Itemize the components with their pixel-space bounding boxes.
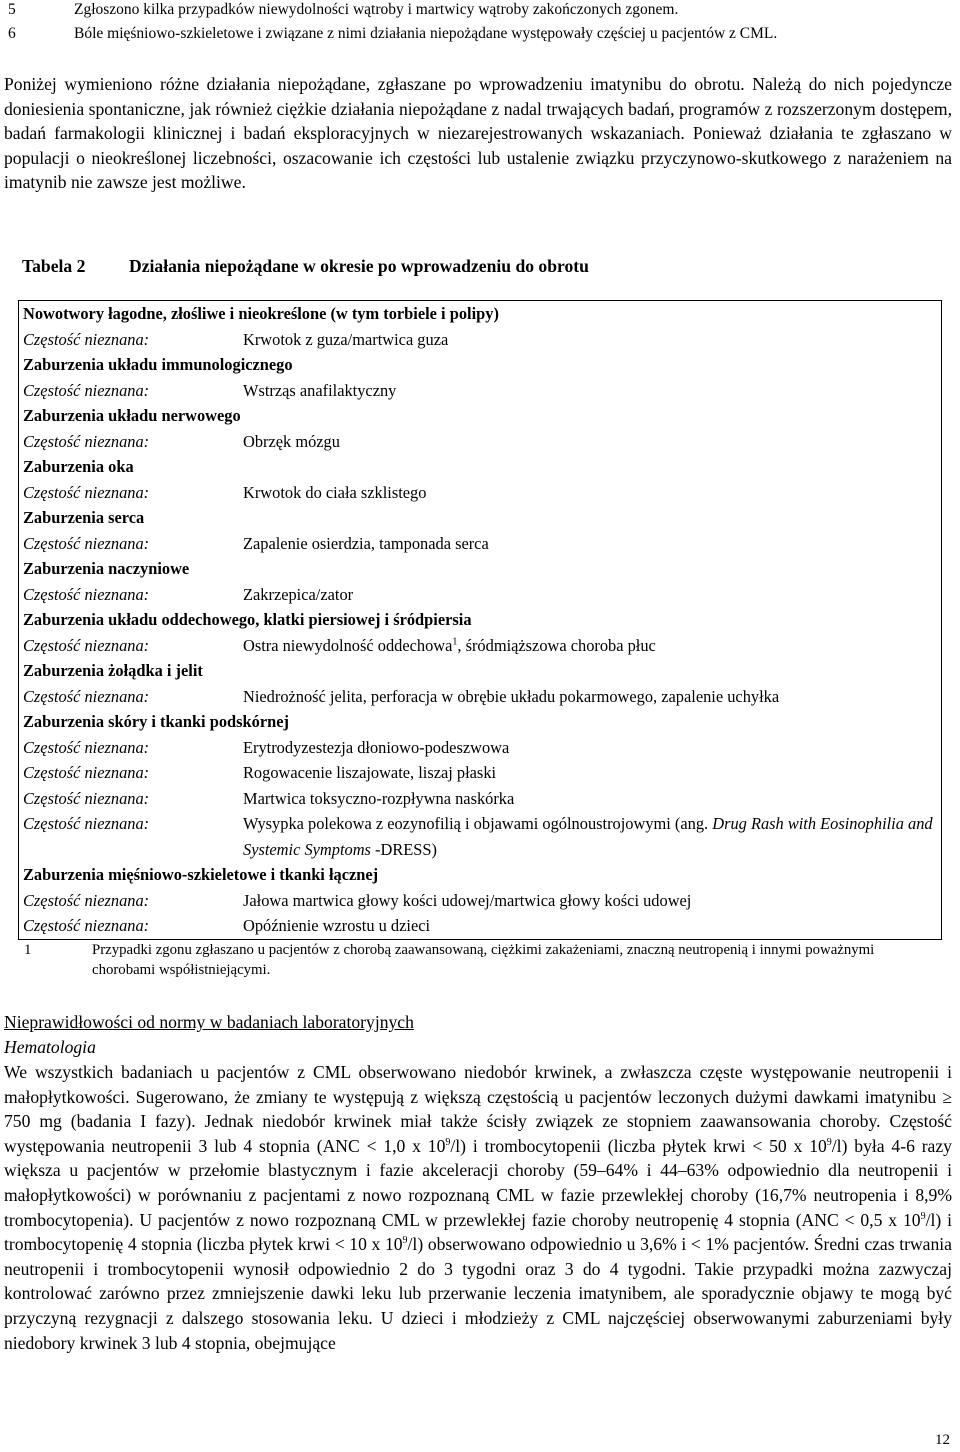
table-row: [19, 531, 941, 557]
table-category-row: Nowotwory łagodne, złośliwe i nieokreślone (w tym torbiele i polipy): [23, 304, 499, 323]
table-category-row: Zaburzenia żołądka i jelit: [23, 661, 203, 680]
frequency-label: Częstość nieznana:: [23, 763, 150, 782]
table-row: [19, 913, 941, 939]
table-row: [19, 786, 941, 812]
adverse-reaction: Ostra niewydolność oddechowa$^1$, śródmiąższowa choroba płuc: [243, 635, 656, 655]
table-category-row: Zaburzenia układu oddechowego, klatki piersiowej i śródpiersia: [23, 610, 472, 629]
frequency-label: Częstość nieznana:: [23, 737, 150, 757]
table-category-row: Zaburzenia mięśniowo-szkieletowe i tkanki łącznej: [23, 865, 379, 884]
adverse-reaction: Wysypka polekowa z eozynofilią i objawami ogólnoustrojowymi (ang. Drug Rash with Eosinophilia and Systemic Symptoms -DRESS): [243, 814, 933, 859]
frequency-label: Częstość nieznana:: [23, 890, 150, 910]
table-row: [19, 480, 941, 506]
adverse-reaction: Zapalenie osierdzia, tamponada serca: [243, 533, 489, 553]
frequency-label: Częstość nieznana:: [23, 814, 150, 833]
table-footnote-text: Przypadki zgonu zgłaszano u pacjentów z chorobą zaawansowaną, ciężkimi zakażeniami, znaczną neutropenią i innymi poważnymi chorobami współistniejącymi.: [92, 942, 875, 978]
table-row: [19, 633, 941, 659]
frequency-label: Częstość nieznana:: [23, 635, 150, 655]
frequency-label: Częstość nieznana:: [23, 788, 150, 808]
table-category-row: Zaburzenia układu immunologicznego: [23, 355, 293, 374]
table-row: [19, 888, 941, 914]
table-row: [19, 811, 941, 862]
table-row: [19, 684, 941, 710]
adverse-reaction: Krwotok do ciała szklistego: [243, 482, 427, 502]
adverse-reaction: Wstrząs anafilaktyczny: [243, 380, 397, 400]
page-number: 12: [935, 1432, 950, 1448]
adverse-reaction: Zakrzepica/zator: [243, 584, 354, 604]
footnote-number: 6: [8, 25, 16, 42]
table-category-row: Zaburzenia skóry i tkanki podskórnej: [23, 712, 289, 731]
frequency-label: Częstość nieznana:: [23, 686, 150, 706]
adverse-reaction: Rogowacenie liszajowate, liszaj płaski: [243, 763, 497, 782]
frequency-label: Częstość nieznana:: [23, 380, 150, 400]
footnote-number: 5: [8, 1, 16, 18]
adverse-reaction: Martwica toksyczno-rozpływna naskórka: [243, 788, 515, 808]
adverse-reaction: Opóźnienie wzrostu u dzieci: [243, 916, 431, 935]
adverse-reaction: Jałowa martwica głowy kości udowej/martwica głowy kości udowej: [243, 890, 692, 910]
table-label: Tabela 2: [22, 256, 86, 276]
frequency-label: Częstość nieznana:: [23, 482, 150, 502]
table-title: Działania niepożądane w okresie po wprowadzeniu do obrotu: [129, 256, 589, 276]
adverse-reaction: Krwotok z guza/martwica guza: [243, 329, 449, 349]
table-footnote: [22, 940, 912, 980]
table-row: [19, 582, 941, 608]
adverse-reaction: Niedrożność jelita, perforacja w obrębie układu pokarmowego, zapalenie uchyłka: [243, 686, 780, 706]
table-category-row: Zaburzenia serca: [23, 508, 145, 527]
table-row: [19, 735, 941, 761]
subsection-heading: Hematologia: [4, 1037, 96, 1057]
intro-paragraph: Poniżej wymieniono różne działania niepożądane, zgłaszane po wprowadzeniu imatynibu do obrotu. Należą do nich pojedyncze doniesienia spontaniczne, jak również ciężkie działania niepożądane z nadal trwających badań, programów z rozszerzonym dostępem, badań farmakologii klinicznej i badań eksploracyjnych w niezarejestrowanych wskazaniach. Ponieważ działania te zgłaszano w populacji o nieokreślonej liczebności, oszacowanie ich częstości lub ustalenie związku przyczynowo-skutkowego z narażeniem na imatynib nie zawsze jest możliwe.: [4, 74, 952, 193]
frequency-label: Częstość nieznana:: [23, 533, 150, 553]
footnote-text: Bóle mięśniowo-szkieletowe i związane z nimi działania niepożądane występowały częściej u pacjentów z CML.: [74, 25, 778, 42]
adverse-reaction: Obrzęk mózgu: [243, 431, 340, 451]
table-row: [19, 760, 941, 786]
table-row: [19, 429, 941, 455]
table-row: [19, 327, 941, 353]
adverse-reactions-table: [18, 300, 942, 940]
frequency-label: Częstość nieznana:: [23, 431, 150, 451]
footnote-text: Zgłoszono kilka przypadków niewydolności wątroby i martwicy wątroby zakończonych zgonem.: [74, 1, 679, 18]
table-caption: [22, 256, 589, 277]
frequency-label: Częstość nieznana:: [23, 329, 150, 349]
table-row: [19, 378, 941, 404]
table-footnote-number: 1: [24, 942, 32, 958]
frequency-label: Częstość nieznana:: [23, 916, 150, 935]
hematology-paragraph: We wszystkich badaniach u pacjentów z CML obserwowano niedobór krwinek, a zwłaszcza częste występowanie neutropenii i małopłytkowości. Sugerowano, że zmiany te występują z większą częstością u pacjentów leczonych dużymi dawkami imatynibu ≥ 750 mg (badania I fazy). Jednak niedobór krwinek miał także ścisły związek ze stopniem zaawansowania choroby. Częstość występowania neutropenii 3 lub 4 stopnia (ANC < 1,0 x $10^9/l$) i trombocytopenii (liczba płytek krwi < 50 x $10^9/l$) była 4-6 razy większa u pacjentów w przełomie blastycznym i fazie akceleracji choroby (59–64% i 44–63% odpowiednio dla neutropenii i małopłytkowości) w porównaniu z pacjentami z nowo rozpoznaną CML w fazie przewlekłej choroby (16,7% neutropenia i 8,9% trombocytopenia). U pacjentów z nowo rozpoznaną CML w przewlekłej fazie choroby neutropenię 4 stopnia (ANC < 0,5 x $10^9/l$) i trombocytopenię 4 stopnia (liczba płytek krwi < 10 x $10^9/l$) obserwowano odpowiednio u 3,6% i < 1% pacjentów. Średni czas trwania neutropenii i trombocytopenii wynosił odpowiednio 2 do 3 tygodni oraz 3 do 4 tygodni. Takie przypadki można zazwyczaj kontrolować zarówno przez zmniejszenie dawki leku lub przerwanie leczenia imatynibem, ale sporadycznie objawy te mogą być przyczyną rezygnacji z dalszego stosowania leku. U dzieci i młodzieży z CML najczęściej obserwowanymi zaburzeniami były niedobory krwinek 3 lub 4 stopnia, obejmujące: [4, 1062, 953, 1353]
frequency-label: Częstość nieznana:: [23, 584, 150, 604]
table-category-row: Zaburzenia oka: [23, 457, 134, 476]
adverse-reaction: Erytrodyzestezja dłoniowo-podeszwowa: [243, 737, 510, 757]
section-heading: Nieprawidłowości od normy w badaniach laboratoryjnych: [4, 1012, 414, 1032]
table-category-row: Zaburzenia naczyniowe: [23, 559, 190, 578]
table-category-row: Zaburzenia układu nerwowego: [23, 406, 241, 425]
